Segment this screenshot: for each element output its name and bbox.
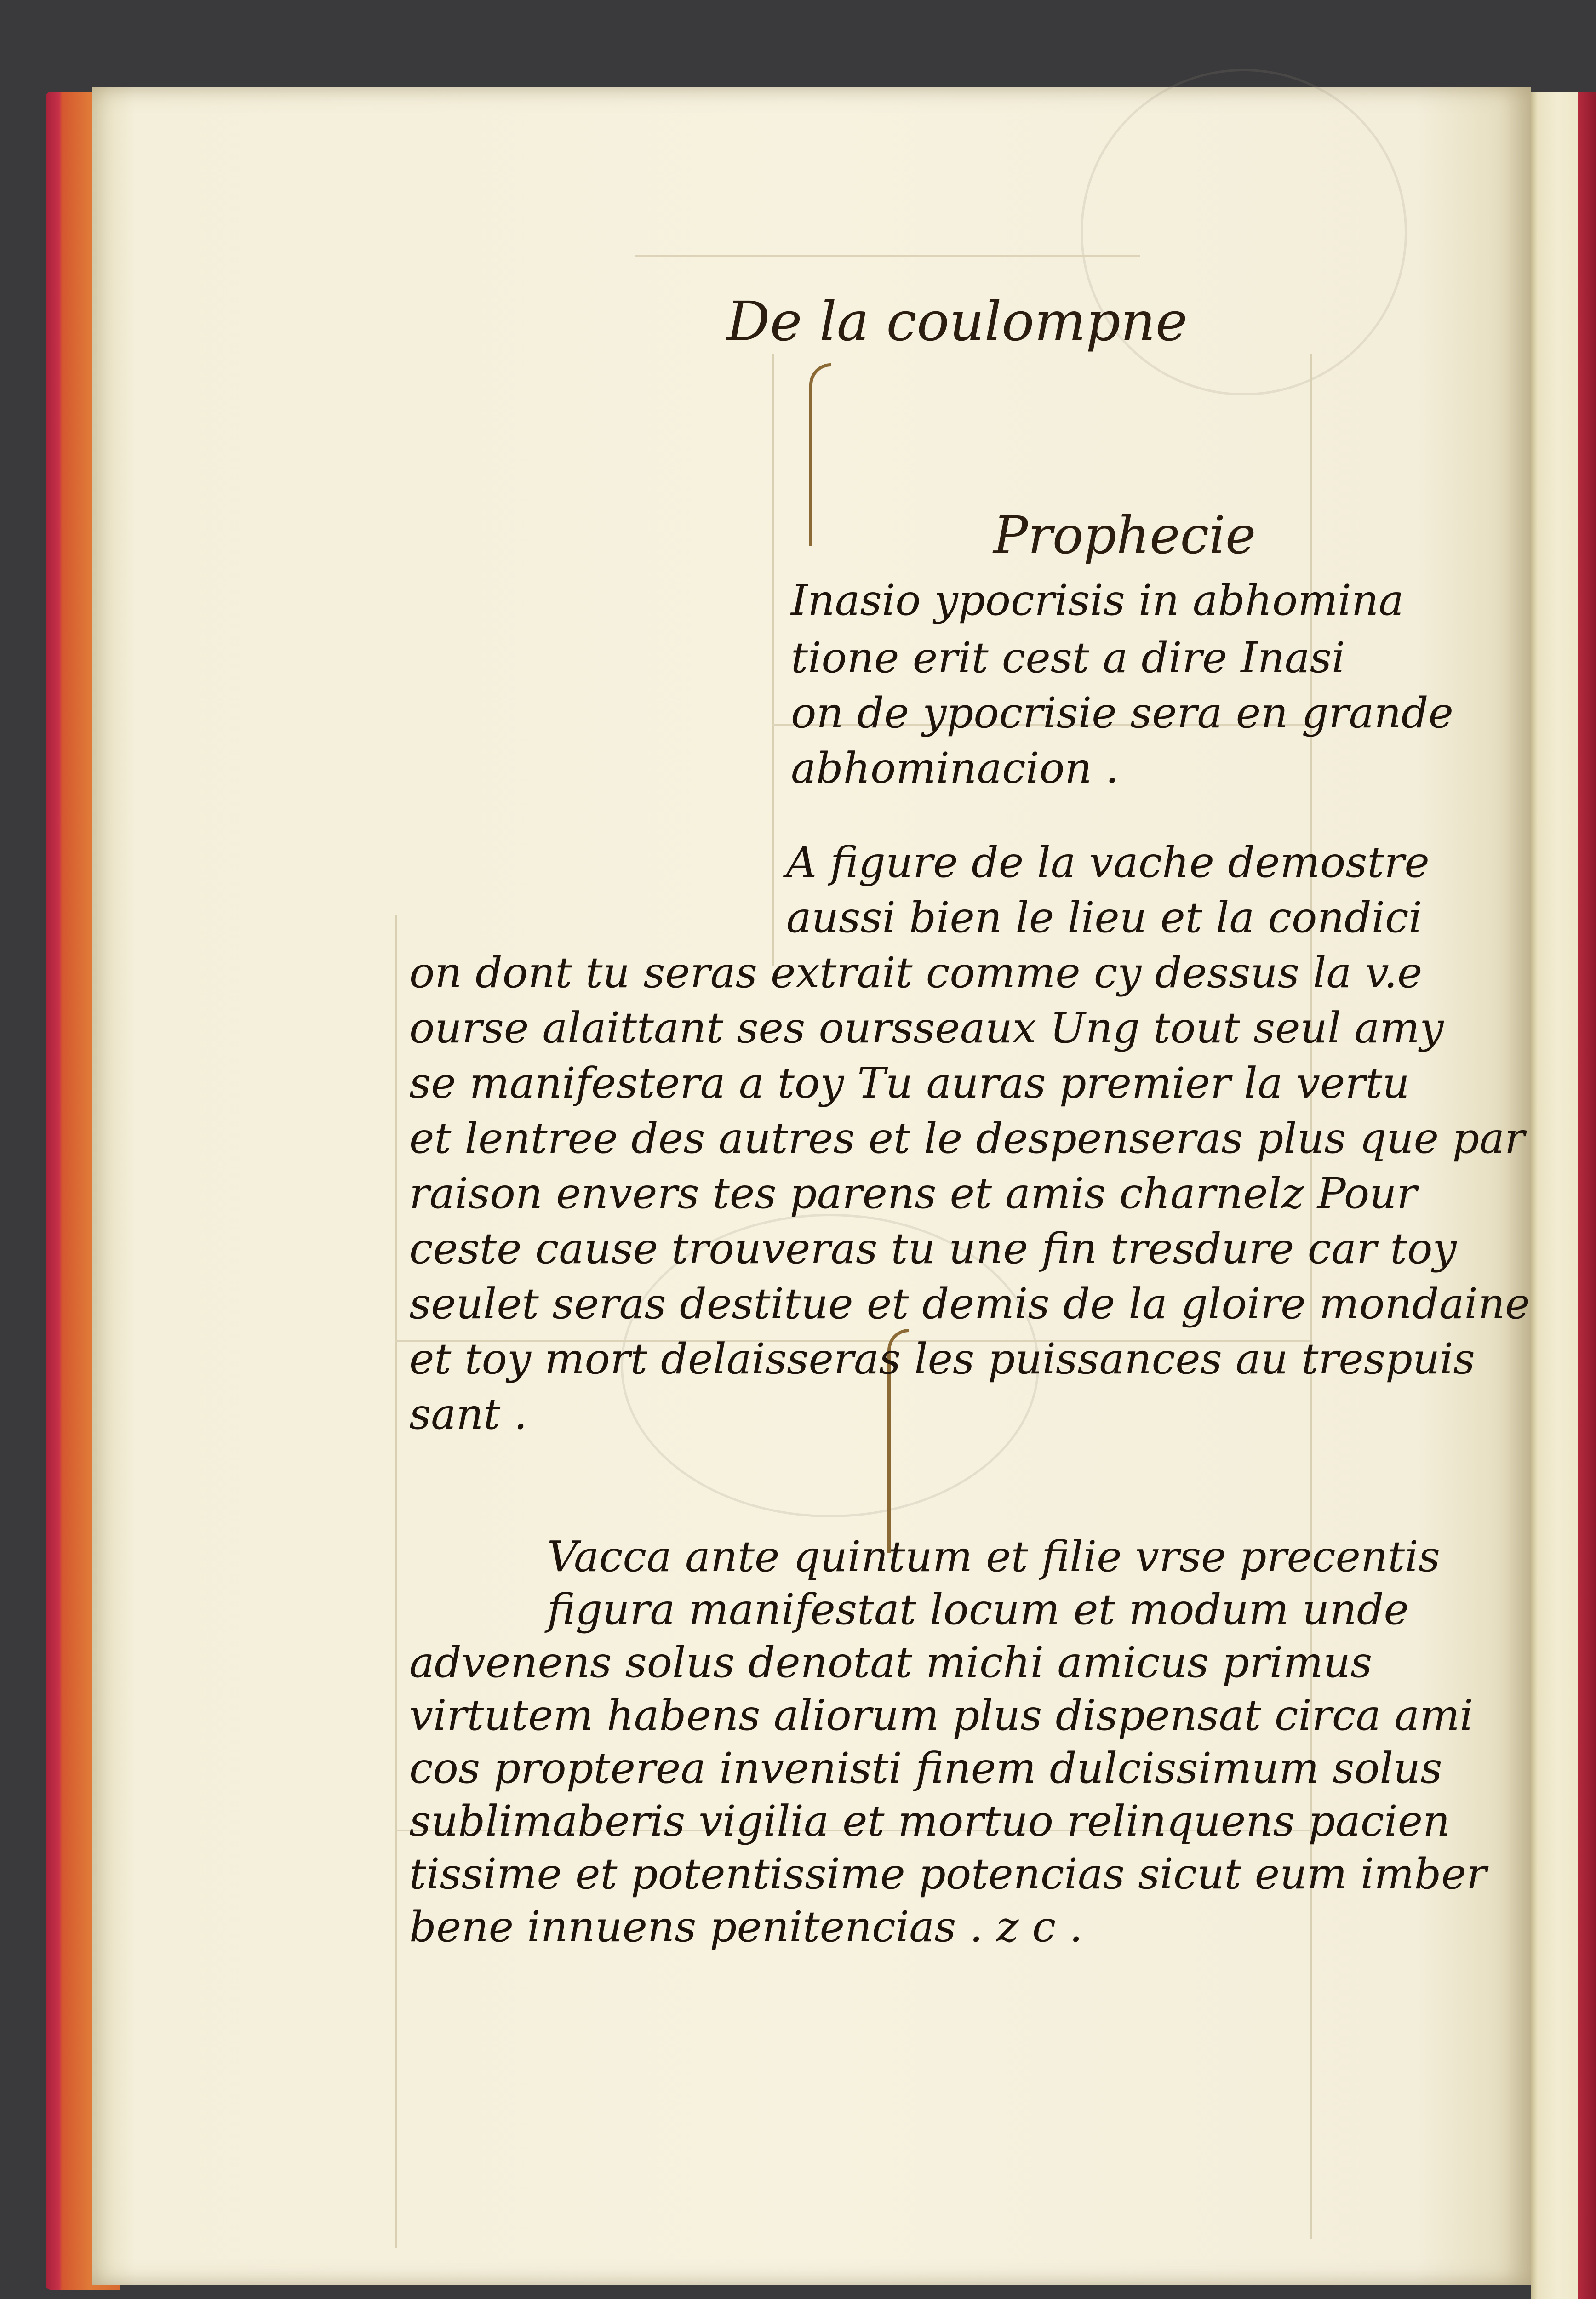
text-line: et lentree des autres et le despenseras plus que par bbox=[409, 1114, 1525, 1163]
ruling-horizontal bbox=[635, 255, 1140, 257]
text-line: tione erit cest a dire Inasi bbox=[791, 633, 1345, 682]
text-line: cos propterea invenisti finem dulcissimum solus bbox=[409, 1744, 1442, 1793]
text-line: abhominacion . bbox=[791, 743, 1119, 793]
text-line: bene innuens penitencias . z c . bbox=[409, 1902, 1083, 1951]
ruling-vertical bbox=[772, 354, 774, 966]
text-line: ceste cause trouveras tu une fin tresdure car toy bbox=[409, 1224, 1457, 1273]
text-line: advenens solus denotat michi amicus primus bbox=[409, 1638, 1373, 1687]
text-line: ourse alaittant ses oursseaux Ung tout seul amy bbox=[409, 1003, 1444, 1052]
manuscript-page bbox=[92, 87, 1531, 2285]
text-line: et toy mort delaisseras les puissances au trespuis bbox=[409, 1334, 1475, 1384]
text-line: aussi bien le lieu et la condici bbox=[786, 893, 1422, 942]
text-line: sant . bbox=[409, 1390, 527, 1439]
text-line: Vacca ante quintum et filie vrse precentis bbox=[547, 1532, 1440, 1581]
text-line: Inasio ypocrisis in abhomina bbox=[791, 576, 1404, 625]
running-title: De la coulompne bbox=[726, 290, 1188, 353]
text-line: raison envers tes parens et amis charnelz Pour bbox=[409, 1169, 1417, 1218]
text-line: sublimaberis vigilia et mortuo relinquens pacien bbox=[409, 1796, 1450, 1846]
section-title: Prophecie bbox=[993, 506, 1256, 566]
text-line: on dont tu seras extrait comme cy dessus la v.e bbox=[409, 948, 1423, 997]
text-line: figura manifestat locum et modum unde bbox=[547, 1585, 1409, 1634]
binding-edge-right bbox=[1578, 92, 1596, 2299]
text-line: se manifestera a toy Tu auras premier la vertu bbox=[409, 1058, 1410, 1108]
facing-page-edge bbox=[1531, 92, 1596, 2299]
text-line: virtutem habens aliorum plus dispensat circa ami bbox=[409, 1691, 1473, 1740]
cadel-flourish bbox=[809, 363, 831, 546]
ruling-vertical bbox=[395, 915, 397, 2248]
text-line: on de ypocrisie sera en grande bbox=[791, 688, 1453, 738]
text-line: seulet seras destitue et demis de la gloire mondaine bbox=[409, 1279, 1530, 1328]
text-line: A figure de la vache demostre bbox=[786, 838, 1430, 887]
text-line: tissime et potentissime potencias sicut eum imber bbox=[409, 1849, 1487, 1899]
